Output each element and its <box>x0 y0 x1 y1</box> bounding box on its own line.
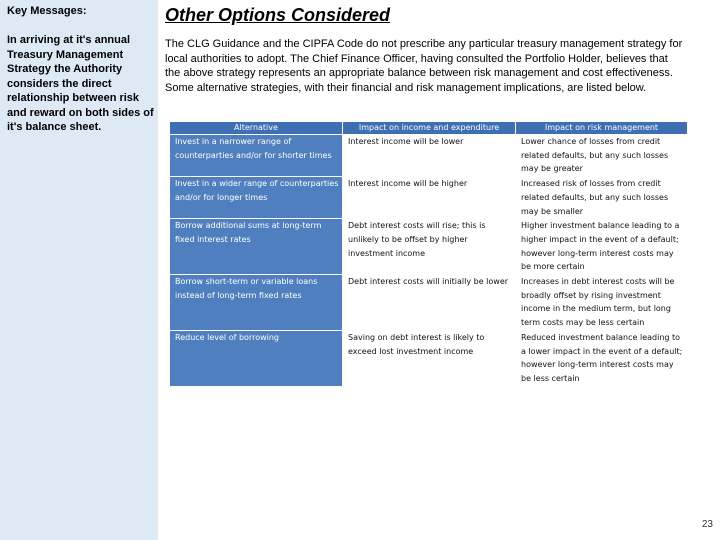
income-impact-cell: Debt interest costs will rise; this is unlikely to be offset by higher investment income <box>343 219 516 275</box>
key-messages-panel <box>0 0 158 540</box>
table-row <box>170 275 688 331</box>
risk-impact-cell: Higher investment balance leading to a higher impact in the event of a default; however long-term interest costs may be more certain <box>516 219 688 275</box>
table-row <box>170 331 688 387</box>
alternative-cell: Borrow short-term or variable loans instead of long-term fixed rates <box>170 275 343 331</box>
alternative-cell: Reduce level of borrowing <box>170 331 343 387</box>
options-table <box>169 121 688 387</box>
header-income-impact: Impact on income and expenditure <box>343 122 516 135</box>
income-impact-cell: Saving on debt interest is likely to exceed lost investment income <box>343 331 516 387</box>
table-header-row <box>170 122 688 135</box>
risk-impact-cell: Increased risk of losses from credit related defaults, but any such losses may be smaller <box>516 177 688 219</box>
table-row <box>170 177 688 219</box>
alternative-cell: Invest in a narrower range of counterparties and/or for shorter times <box>170 135 343 177</box>
intro-paragraph: The CLG Guidance and the CIPFA Code do not prescribe any particular treasury management strategy for local authorities to adopt. The Chief Finance Officer, having consulted the Portfolio Holder, believes that the above strategy represents an appropriate balance between risk management and cost effectiveness. Some alternative strategies, with their financial and risk management implications, are listed below. <box>165 38 683 94</box>
page-number: 23 <box>701 519 713 530</box>
page-title: Other Options Considered <box>165 5 391 25</box>
table-row <box>170 135 688 177</box>
key-messages-heading: Key Messages: <box>7 5 87 17</box>
risk-impact-cell: Increases in debt interest costs will be broadly offset by rising investment income in the medium term, but long term costs may be less certain <box>516 275 688 331</box>
risk-impact-cell: Reduced investment balance leading to a lower impact in the event of a default; however long-term interest costs may be less certain <box>516 331 688 387</box>
risk-impact-cell: Lower chance of losses from credit related defaults, but any such losses may be greater <box>516 135 688 177</box>
income-impact-cell: Interest income will be higher <box>343 177 516 219</box>
alternative-cell: Invest in a wider range of counterparties and/or for longer times <box>170 177 343 219</box>
alternative-cell: Borrow additional sums at long-term fixed interest rates <box>170 219 343 275</box>
key-messages-text: In arriving at it's annual Treasury Management Strategy the Authority considers the direct relationship between risk and reward on both sides of it's balance sheet. <box>7 34 154 133</box>
income-impact-cell: Interest income will be lower <box>343 135 516 177</box>
table-row <box>170 219 688 275</box>
header-risk-impact: Impact on risk management <box>516 122 688 135</box>
header-alternative: Alternative <box>170 122 343 135</box>
income-impact-cell: Debt interest costs will initially be lower <box>343 275 516 331</box>
